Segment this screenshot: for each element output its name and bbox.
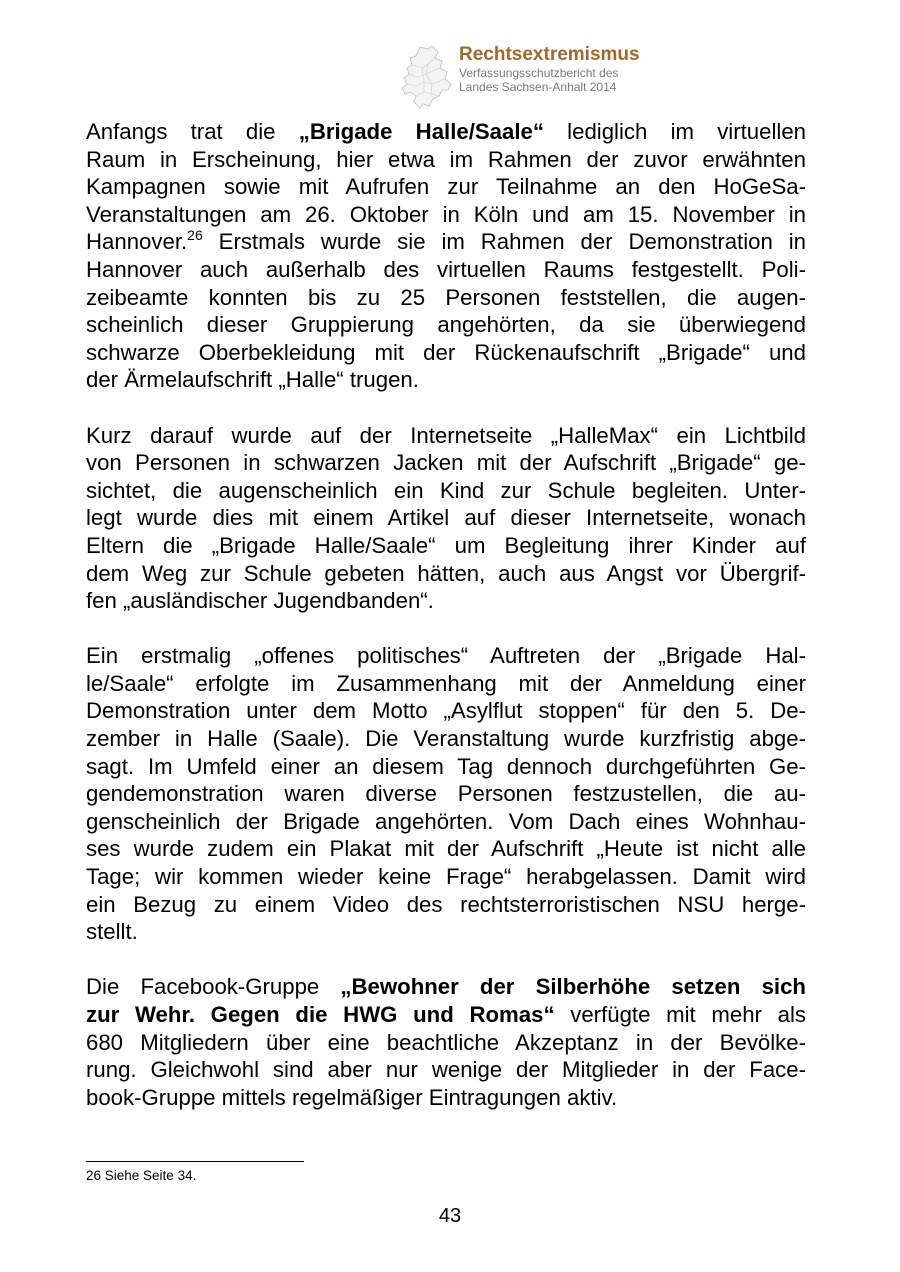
text-line: Kampagnen sowie mit Aufrufen zur Teilnahme an den HoGeSa-: [86, 174, 806, 200]
sachsen-anhalt-map-icon: [398, 44, 456, 110]
text-line: von Personen in schwarzen Jacken mit der Aufschrift „Brigade“ ge-: [86, 450, 806, 476]
text-line: scheinlich dieser Gruppierung angehörten, da sie überwiegend: [86, 312, 806, 338]
header-title: Rechtsextremismus: [459, 44, 640, 65]
emphasized-text: „Brigade Halle/Saale“: [298, 119, 544, 144]
paragraph: [86, 118, 806, 394]
text-line: zember in Halle (Saale). Die Veranstaltung wurde kurzfristig abge-: [86, 726, 806, 752]
text-line: Veranstaltungen am 26. Oktober in Köln und am 15. November in: [86, 201, 806, 227]
text-line: ein Bezug zu einem Video des rechtsterroristischen NSU herge-: [86, 891, 806, 917]
footnote: 26 Siehe Seite 34.: [86, 1168, 197, 1183]
text-line: dem Weg zur Schule gebeten hätten, auch aus Angst vor Übergrif-: [86, 560, 806, 586]
text-line: Ein erstmalig „offenes politisches“ Auftreten der „Brigade Hal-: [86, 643, 806, 669]
text-line: gendemonstration waren diverse Personen festzustellen, die au-: [86, 781, 806, 807]
text-line: ses wurde zudem ein Plakat mit der Aufschrift „Heute ist nicht alle: [86, 836, 806, 862]
text-line: der Ärmelaufschrift „Halle“ trugen.: [86, 367, 419, 393]
text-line: schwarze Oberbekleidung mit der Rückenaufschrift „Brigade“ und: [86, 339, 806, 365]
text-line: Tage; wir kommen wieder keine Frage“ herabgelassen. Damit wird: [86, 864, 806, 890]
text-line: fen „ausländischer Jugendbanden“.: [86, 588, 434, 614]
body-text: [86, 118, 806, 1139]
text-line: zeibeamte konnten bis zu 25 Personen feststellen, die augen-: [86, 284, 806, 310]
text-line: rung. Gleichwohl sind aber nur wenige der Mitglieder in der Face-: [86, 1057, 806, 1083]
text-line: stellt.: [86, 919, 138, 945]
page-number: 43: [438, 1205, 462, 1227]
text-line: Hannover.$^{26}$ Erstmals wurde sie im Rahmen der Demonstration in: [86, 227, 806, 255]
text-line: Die Facebook-Gruppe „Bewohner der Silberhöhe setzen sich: [86, 974, 806, 1000]
paragraph: [86, 422, 806, 615]
text-line: legt wurde dies mit einem Artikel auf dieser Internetseite, wonach: [86, 505, 806, 531]
emphasized-text: zur Wehr. Gegen die HWG und Romas“: [86, 1002, 555, 1027]
text-line: Eltern die „Brigade Halle/Saale“ um Begleitung ihrer Kinder auf: [86, 532, 806, 558]
text-line: le/Saale“ erfolgte im Zusammenhang mit der Anmeldung einer: [86, 670, 806, 696]
text-line: zur Wehr. Gegen die HWG und Romas“ verfügte mit mehr als: [86, 1002, 806, 1027]
text-line: Hannover auch außerhalb des virtuellen Raums festgestellt. Poli-: [86, 256, 806, 282]
paragraph: [86, 973, 806, 1111]
text-line: 680 Mitgliedern über eine beachtliche Akzeptanz in der Bevölke-: [86, 1029, 806, 1055]
text-line: sagt. Im Umfeld einer an diesem Tag dennoch durchgeführten Ge-: [86, 753, 806, 779]
footnote-divider: [86, 1161, 304, 1162]
emphasized-text: „Bewohner der Silberhöhe setzen sich: [340, 974, 806, 1000]
text-line: Demonstration unter dem Motto „Asylflut stoppen“ für den 5. De-: [86, 698, 806, 724]
text-line: Kurz darauf wurde auf der Internetseite „HalleMax“ ein Lichtbild: [86, 422, 806, 448]
header-subtitle-line2: Landes Sachsen-Anhalt 2014: [459, 80, 617, 94]
page-header: [398, 44, 688, 114]
text-line: Raum in Erscheinung, hier etwa im Rahmen der zuvor erwähnten: [86, 146, 806, 172]
text-line: Anfangs trat die „Brigade Halle/Saale“ lediglich im virtuellen: [86, 119, 806, 144]
text-line: sichtet, die augenscheinlich ein Kind zur Schule begleiten. Unter-: [86, 477, 806, 503]
paragraph: [86, 642, 806, 946]
text-line: book-Gruppe mittels regelmäßiger Eintragungen aktiv.: [86, 1084, 618, 1110]
header-subtitle-line1: Verfassungsschutzbericht des: [459, 66, 619, 80]
footnote-reference: 26: [187, 227, 203, 244]
text-line: genscheinlich der Brigade angehörten. Vom Dach eines Wohnhau-: [86, 808, 806, 834]
